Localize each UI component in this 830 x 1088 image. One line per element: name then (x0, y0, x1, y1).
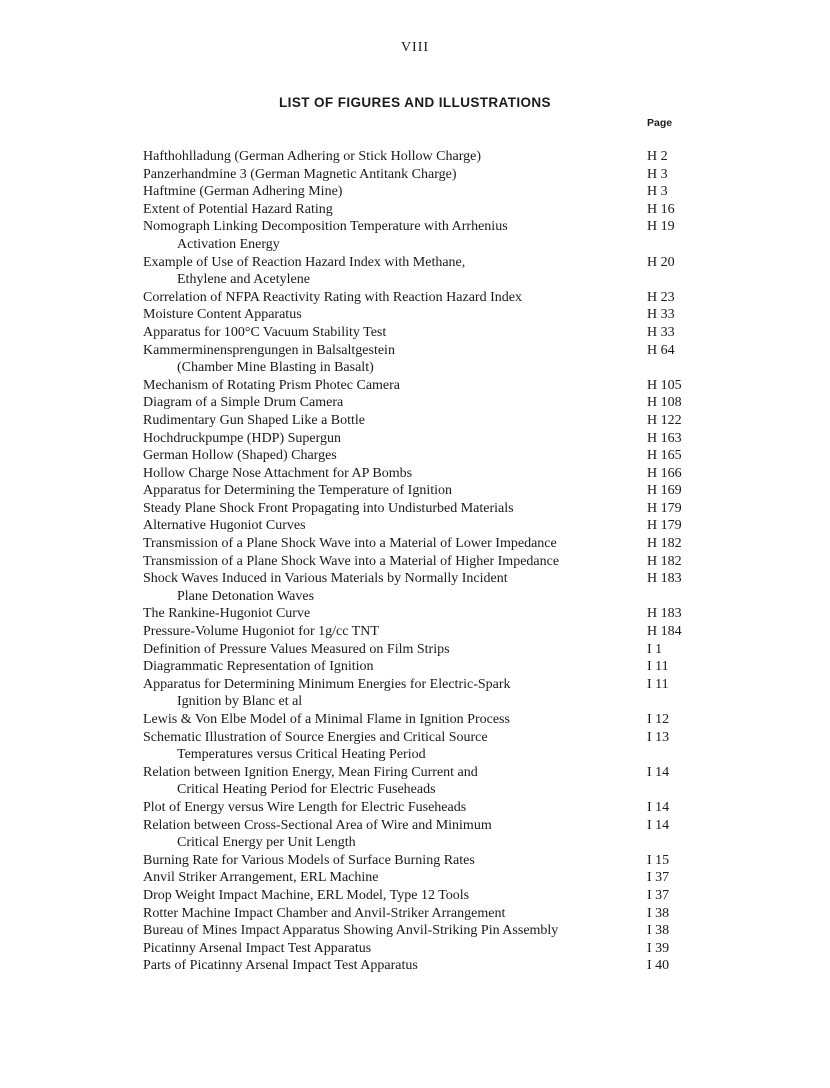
figure-title: Parts of Picatinny Arsenal Impact Test Apparatus (143, 958, 418, 974)
figure-title: Correlation of NFPA Reactivity Rating with Reaction Hazard Index (143, 289, 522, 305)
figure-title: Alternative Hugoniot Curves (143, 518, 306, 534)
figure-title: Bureau of Mines Impact Apparatus Showing Anvil-Striking Pin Assembly (143, 923, 559, 939)
figure-page-ref: H 122 (647, 412, 682, 428)
figure-entry (143, 535, 703, 553)
figure-page-ref: H 179 (647, 518, 682, 534)
figure-title: Diagram of a Simple Drum Camera (143, 395, 344, 411)
figure-title: Apparatus for Determining the Temperature of Ignition (143, 483, 452, 499)
figure-page-ref: H 64 (647, 342, 675, 358)
figure-title: Steady Plane Shock Front Propagating into Undisturbed Materials (143, 500, 514, 516)
figure-page-ref: H 23 (647, 289, 675, 305)
figure-title: Nomograph Linking Decomposition Temperature with Arrhenius (143, 219, 508, 235)
figure-entry (143, 605, 703, 623)
figure-title: Schematic Illustration of Source Energies and Critical Source (143, 729, 488, 745)
figure-entry (143, 905, 703, 923)
figure-entry (143, 465, 703, 483)
figure-page-ref: H 33 (647, 307, 675, 323)
figure-entry (143, 394, 703, 412)
figure-title: Relation between Ignition Energy, Mean Firing Current and (143, 764, 478, 780)
figure-page-ref: H 33 (647, 324, 675, 340)
figure-page-ref: H 105 (647, 377, 682, 393)
figure-entry (143, 148, 703, 166)
figure-page-ref: H 19 (647, 219, 675, 235)
figure-page-ref: I 39 (647, 940, 670, 956)
figure-page-ref: H 182 (647, 536, 682, 552)
figure-page-ref: H 163 (647, 430, 682, 446)
figure-entry (143, 517, 703, 535)
figure-entry (143, 957, 703, 975)
figure-title: Hafthohlladung (German Adhering or Stick Hollow Charge) (143, 149, 482, 164)
figure-page-ref: H 166 (647, 465, 682, 481)
figure-title: Transmission of a Plane Shock Wave into a Material of Lower Impedance (143, 536, 557, 552)
figure-page-ref: H 179 (647, 500, 682, 516)
figure-entry (143, 447, 703, 465)
figure-entry (143, 412, 703, 430)
figure-entry (143, 676, 703, 711)
figure-title: Panzerhandmine 3 (German Magnetic Antitank Charge) (143, 166, 457, 182)
figure-entry (143, 922, 703, 940)
figure-title: Pressure-Volume Hugoniot for 1g/cc TNT (143, 624, 379, 640)
figure-page-ref: I 12 (647, 712, 670, 727)
figure-title-continuation: (Chamber Mine Blasting in Basalt) (177, 360, 374, 376)
page-column-header: Page (647, 117, 673, 129)
figure-page-ref: H 3 (647, 166, 668, 182)
figure-page-ref: H 184 (647, 624, 682, 640)
figure-title: German Hollow (Shaped) Charges (143, 448, 337, 464)
figure-title: Diagrammatic Representation of Ignition (143, 659, 374, 675)
figure-title-continuation: Ethylene and Acetylene (177, 272, 310, 288)
figure-entry (143, 289, 703, 307)
figure-title: Hollow Charge Nose Attachment for AP Bombs (143, 465, 413, 481)
figure-entry (143, 324, 703, 342)
figure-page-ref: I 38 (647, 923, 670, 939)
figure-entry (143, 570, 703, 605)
figure-title: Example of Use of Reaction Hazard Index with Methane, (143, 254, 466, 270)
figure-entry (143, 623, 703, 641)
figure-title: Apparatus for 100°C Vacuum Stability Test (143, 324, 387, 340)
figure-list (143, 148, 703, 975)
figure-title: Extent of Potential Hazard Rating (143, 201, 333, 217)
figure-title-continuation: Critical Heating Period for Electric Fuseheads (177, 782, 436, 798)
figure-page-ref: H 3 (647, 184, 668, 200)
figure-entry (143, 342, 703, 377)
figure-entry (143, 729, 703, 764)
figure-page-ref: H 16 (647, 201, 675, 217)
figure-title: Transmission of a Plane Shock Wave into a Material of Higher Impedance (143, 553, 560, 569)
figure-title: Definition of Pressure Values Measured on Film Strips (143, 641, 450, 657)
figure-entry (143, 306, 703, 324)
figure-entry (143, 553, 703, 571)
figure-page-ref: I 15 (647, 852, 670, 868)
figure-page-ref: H 169 (647, 483, 682, 499)
figure-title-continuation: Ignition by Blanc et al (177, 694, 303, 710)
figure-entry (143, 482, 703, 500)
figure-page-ref: I 11 (647, 676, 669, 692)
figure-entry (143, 940, 703, 958)
figure-page-ref: H 20 (647, 254, 675, 270)
figure-page-ref: I 37 (647, 870, 670, 886)
figure-page-ref: I 38 (647, 905, 670, 921)
figure-title: Rudimentary Gun Shaped Like a Bottle (143, 412, 366, 428)
figure-entry (143, 641, 703, 659)
figure-title-continuation: Temperatures versus Critical Heating Period (177, 747, 426, 763)
figure-entry (143, 430, 703, 448)
figure-page-ref: H 182 (647, 553, 682, 569)
figure-entry (143, 764, 703, 799)
figure-entry (143, 166, 703, 184)
figure-page-ref: H 108 (647, 395, 682, 411)
figure-page-ref: I 11 (647, 659, 669, 675)
figure-page-ref: I 14 (647, 799, 670, 815)
figure-entry (143, 377, 703, 395)
figure-page-ref: I 37 (647, 887, 670, 903)
figure-title: Apparatus for Determining Minimum Energies for Electric-Spark (143, 676, 511, 692)
figure-entry (143, 658, 703, 676)
figure-title-continuation: Activation Energy (177, 236, 280, 252)
figure-page-ref: I 14 (647, 764, 670, 780)
figure-entry (143, 817, 703, 852)
figure-entry (143, 711, 703, 729)
figure-title-continuation: Plane Detonation Waves (177, 588, 315, 604)
figure-entry (143, 887, 703, 905)
figure-entry (143, 201, 703, 219)
figure-title: Lewis & Von Elbe Model of a Minimal Flame in Ignition Process (143, 712, 510, 727)
figure-page-ref: H 183 (647, 606, 682, 622)
figure-title: Burning Rate for Various Models of Surface Burning Rates (143, 852, 475, 868)
figure-title: Shock Waves Induced in Various Materials by Normally Incident (143, 571, 508, 587)
figure-entry (143, 218, 703, 253)
figure-title-continuation: Critical Energy per Unit Length (177, 835, 356, 851)
figure-page-ref: I 14 (647, 817, 670, 833)
figure-entry (143, 869, 703, 887)
figure-title: Mechanism of Rotating Prism Photec Camera (143, 377, 401, 393)
figure-title: Haftmine (German Adhering Mine) (143, 184, 343, 200)
figure-title: Kammerminensprengungen in Balsaltgestein (143, 342, 395, 358)
figure-title: Plot of Energy versus Wire Length for Electric Fuseheads (143, 799, 467, 815)
figure-entry (143, 799, 703, 817)
figure-title: The Rankine-Hugoniot Curve (143, 606, 311, 622)
figure-entry (143, 500, 703, 518)
figure-page-ref: H 165 (647, 448, 682, 464)
list-heading: LIST OF FIGURES AND ILLUSTRATIONS (279, 95, 551, 110)
figure-title: Hochdruckpumpe (HDP) Supergun (143, 430, 342, 446)
figure-page-ref: I 13 (647, 729, 670, 745)
figure-title: Drop Weight Impact Machine, ERL Model, Type 12 Tools (143, 887, 470, 903)
figure-entry (143, 183, 703, 201)
figure-title: Relation between Cross-Sectional Area of Wire and Minimum (143, 817, 492, 833)
figure-entry (143, 852, 703, 870)
figure-page-ref: I 40 (647, 958, 670, 974)
page-number: VIII (400, 40, 430, 55)
figure-title: Anvil Striker Arrangement, ERL Machine (143, 870, 379, 886)
figure-page-ref: I 1 (647, 641, 663, 657)
figure-page-ref: H 2 (647, 149, 668, 164)
figure-title: Moisture Content Apparatus (143, 307, 302, 323)
figure-title: Picatinny Arsenal Impact Test Apparatus (143, 940, 372, 956)
figure-title: Rotter Machine Impact Chamber and Anvil-Striker Arrangement (143, 905, 506, 921)
figure-entry (143, 254, 703, 289)
figure-page-ref: H 183 (647, 571, 682, 587)
